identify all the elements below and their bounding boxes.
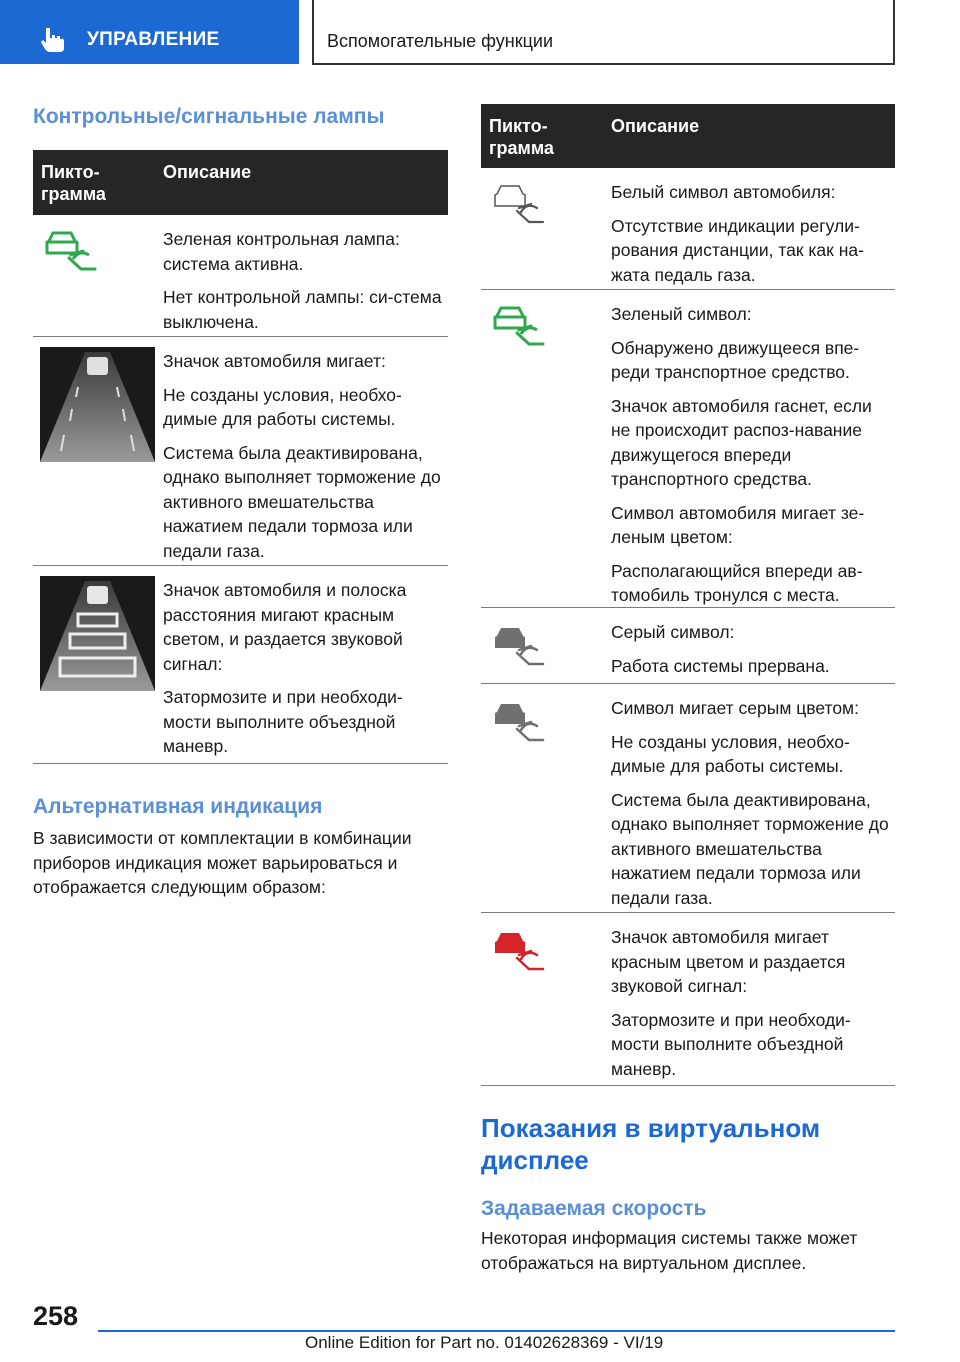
car-distance-bars-scene-icon xyxy=(40,576,155,691)
table-row xyxy=(481,168,895,290)
section-heading: Контрольные/сигнальные лампы xyxy=(33,105,385,128)
description-text: Затормозите и при необходи-мости выполните объездной маневр. xyxy=(163,687,403,756)
alt-heading: Альтернативная индикация xyxy=(33,795,323,818)
left-column xyxy=(33,104,448,900)
table-row xyxy=(481,684,895,913)
set-speed-heading: Задаваемая скорость xyxy=(481,1197,707,1220)
description-text: Значок автомобиля мигает: xyxy=(163,351,386,371)
description-text: Затормозите и при необходи-мости выполните объездной маневр. xyxy=(611,1009,851,1079)
section-tab[interactable] xyxy=(0,0,299,64)
table-row xyxy=(33,215,448,337)
description-text: Не созданы условия, необхо-димые для работы системы. xyxy=(611,731,850,776)
column-picto: Пикто- грамма xyxy=(41,162,106,204)
table-row xyxy=(33,566,448,764)
section-label: УПРАВЛЕНИЕ xyxy=(87,29,220,50)
description-text: Значок автомобиля мигает красным цветом и раздается звуковой сигнал: xyxy=(611,927,846,996)
column-description: Описание xyxy=(611,116,700,136)
set-speed-text: Некоторая информация системы также может отображаться на виртуальном дисплее. xyxy=(481,1228,858,1273)
description-text: Серый символ: xyxy=(611,622,735,642)
description-text: Отсутствие индикации регули-рования дистанции, так как на-жата педаль газа. xyxy=(611,215,864,285)
page-number: 258 xyxy=(33,1301,79,1331)
description-text: Не созданы условия, необхо-димые для работы системы. xyxy=(163,384,402,429)
red-car-gauge-icon xyxy=(491,929,547,975)
green-car-gauge-icon xyxy=(491,304,547,350)
description-text: Обнаружено движущееся впе-реди транспортное средство. xyxy=(611,337,860,382)
chapter-title: Вспомогательные функции xyxy=(327,31,554,51)
column-picto: Пикто- грамма xyxy=(489,116,554,158)
table-header xyxy=(33,150,448,215)
description-text: Система была деактивирована, однако выполняет торможение до активного вмешательства нажатием педали тормоза или педали газа. xyxy=(163,442,441,561)
description-text: Работа системы прервана. xyxy=(611,655,830,676)
gray-car-gauge-icon xyxy=(491,700,547,746)
description-text: Символ мигает серым цветом: xyxy=(611,698,859,718)
table-header xyxy=(481,104,895,168)
header-underline xyxy=(312,63,895,65)
description-text: Зеленая контрольная лампа: система активна. xyxy=(163,229,400,274)
description-text: Белый символ автомобиля: xyxy=(611,182,836,202)
column-description: Описание xyxy=(163,162,252,182)
description-text: Значок автомобиля и полоска расстояния мигают красным светом, и раздается звуковой сигнал: xyxy=(163,580,407,674)
header-divider xyxy=(312,0,314,64)
green-car-gauge-icon xyxy=(43,229,99,275)
alt-text: В зависимости от комплектации в комбинации приборов индикация может варьироваться и отображается следующим образом: xyxy=(33,828,412,897)
footer-edition: Online Edition for Part no. 01402628369 - VI/19 xyxy=(305,1333,664,1352)
description-text: Символ автомобиля мигает зе-леным цветом: xyxy=(611,502,865,547)
gray-car-gauge-icon xyxy=(491,624,547,670)
right-column xyxy=(481,104,895,1275)
footer-rule xyxy=(98,1330,895,1332)
description-text: Нет контрольной лампы: си-стема выключена. xyxy=(163,287,442,332)
description-text: Значок автомобиля гаснет, если не происходит распоз-навание движущегося впереди транспортного средства. xyxy=(611,395,872,489)
white-car-gauge-icon xyxy=(491,182,547,228)
table-row xyxy=(33,337,448,566)
hand-pointer-icon xyxy=(38,24,68,54)
car-blinking-scene-icon xyxy=(40,347,155,462)
description-text: Система была деактивирована, однако выполняет торможение до активного вмешательства нажатием педали тормоза или педали газа. xyxy=(611,789,889,908)
header-border xyxy=(893,0,895,64)
description-text: Зеленый символ: xyxy=(611,304,752,324)
table-row xyxy=(481,913,895,1086)
table-row xyxy=(481,608,895,684)
virtual-display-heading: Показания в виртуальном дисплее xyxy=(481,1113,821,1175)
description-text: Располагающийся впереди ав-томобиль тронулся с места. xyxy=(611,560,863,605)
table-row xyxy=(481,290,895,608)
